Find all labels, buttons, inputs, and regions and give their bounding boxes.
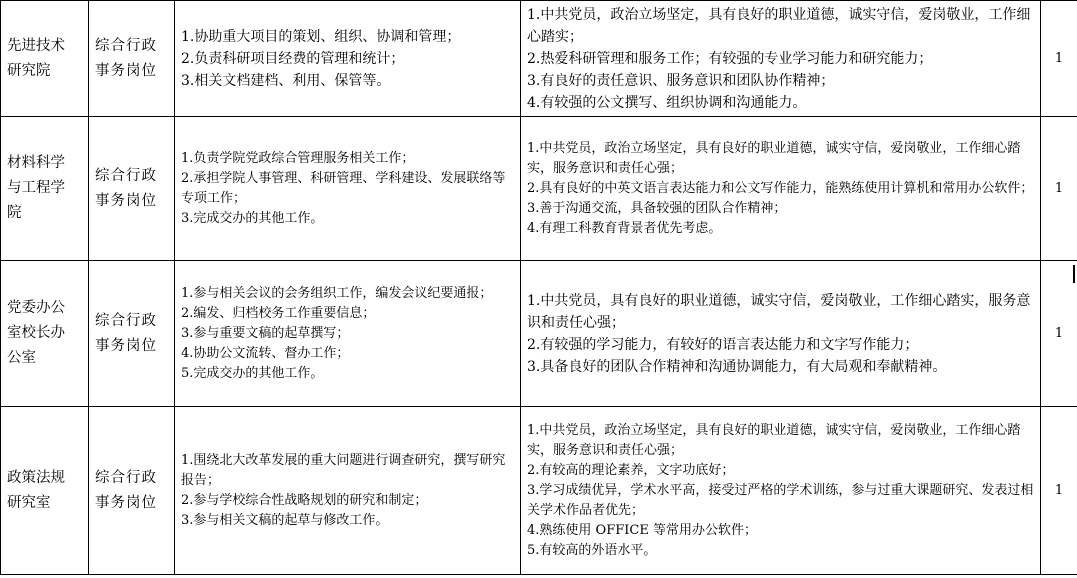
post-cell xyxy=(89,261,175,407)
table-row xyxy=(1,261,1077,407)
unit-name-line: 研究院 xyxy=(7,62,51,79)
duty-item: 2.负责科研项目经费的管理和统计； xyxy=(181,50,405,67)
duty-item: 4.协助公文流转、督办工作； xyxy=(181,345,350,361)
post-name-line: 综合行政 xyxy=(95,469,157,486)
requirements-cell xyxy=(521,1,1041,117)
requirement-item: 1.中共党员，具有良好的职业道德，诚实守信，爱岗敬业，工作细心踏实，服务意识和责任心强； xyxy=(527,292,1031,331)
duties-cell xyxy=(175,407,521,575)
unit-name-line: 材料科学 xyxy=(7,155,65,171)
requirement-item: 4.有较强的公文撰写、组织协调和沟通能力。 xyxy=(527,94,807,111)
unit-name-line: 与工程学 xyxy=(7,180,65,196)
requirement-item: 2.具有良好的中英文语言表达能力和公文写作能力，能熟练使用计算机和常用办公软件； xyxy=(527,180,1034,196)
unit-name-line: 先进技术 xyxy=(7,37,65,54)
requirement-item: 2.有较强的学习能力，有较好的语言表达能力和文字写作能力； xyxy=(527,336,919,353)
unit-name-line: 室校长办 xyxy=(7,325,65,341)
headcount-cell: 1 xyxy=(1041,261,1077,407)
unit-cell xyxy=(1,407,89,575)
unit-name-line: 院 xyxy=(7,205,22,221)
requirements-cell xyxy=(521,117,1041,261)
post-name-line: 综合行政 xyxy=(95,37,157,54)
unit-cell xyxy=(1,261,89,407)
requirement-item: 3.具备良好的团队合作精神和沟通协调能力，有大局观和奉献精神。 xyxy=(527,358,947,375)
requirement-item: 2.有较高的理论素养，文字功底好； xyxy=(527,462,735,478)
post-name-line: 事务岗位 xyxy=(95,494,157,511)
post-name-line: 事务岗位 xyxy=(95,192,157,209)
duty-item: 5.完成交办的其他工作。 xyxy=(181,365,324,381)
requirement-item: 3.善于沟通交流，具备较强的团队合作精神； xyxy=(527,200,787,216)
requirement-item: 3.有良好的责任意识、服务意识和团队协作精神； xyxy=(527,72,835,89)
post-cell xyxy=(89,1,175,117)
duty-item: 1.围绕北大改革发展的重大问题进行调查研究，撰写研究报告； xyxy=(181,452,506,488)
table-row xyxy=(1,1,1077,117)
headcount-cell: 1 xyxy=(1041,407,1077,575)
table-row xyxy=(1,117,1077,261)
requirements-cell xyxy=(521,261,1041,407)
requirements-cell xyxy=(521,407,1041,575)
requirement-item: 4.熟练使用 OFFICE 等常用办公软件； xyxy=(527,522,757,538)
unit-name-line: 研究室 xyxy=(7,494,51,511)
table-row xyxy=(1,407,1077,575)
post-cell xyxy=(89,117,175,261)
post-name-line: 综合行政 xyxy=(95,167,157,184)
duty-item: 2.参与学校综合性战略规划的研究和制定； xyxy=(181,492,428,508)
duty-item: 3.相关文档建档、利用、保管等。 xyxy=(181,72,391,89)
duties-cell xyxy=(175,261,521,407)
headcount-cell: 1 xyxy=(1041,117,1077,261)
unit-cell xyxy=(1,117,89,261)
post-name-line: 综合行政 xyxy=(95,312,157,329)
headcount-cell: 1 xyxy=(1041,1,1077,117)
unit-name-line: 党委办公 xyxy=(7,300,65,316)
requirement-item: 5.有较高的外语水平。 xyxy=(527,542,657,558)
unit-name-line: 公室 xyxy=(7,350,36,366)
unit-cell xyxy=(1,1,89,117)
requirement-item: 3.学习成绩优异，学术水平高，接受过严格的学术训练，参与过重大课题研究、发表过相关学术作品者优先； xyxy=(527,482,1034,518)
duties-cell xyxy=(175,1,521,117)
unit-name-line: 政策法规 xyxy=(7,469,65,486)
duty-item: 1.协助重大项目的策划、组织、协调和管理； xyxy=(181,28,461,45)
duty-item: 3.参与重要文稿的起草撰写； xyxy=(181,325,350,341)
duty-item: 2.编发、归档校务工作重要信息； xyxy=(181,305,376,321)
duty-item: 2.承担学院人事管理、科研管理、学科建设、发展联络等专项工作； xyxy=(181,170,506,206)
duty-item: 1.参与相关会议的会务组织工作，编发会议纪要通报； xyxy=(181,285,493,301)
post-name-line: 事务岗位 xyxy=(95,62,157,79)
duty-item: 1.负责学院党政综合管理服务相关工作； xyxy=(181,150,415,166)
requirement-item: 2.热爱科研管理和服务工作；有较强的专业学习能力和研究能力； xyxy=(527,50,933,67)
text-cursor-mark xyxy=(1073,265,1075,283)
duty-item: 3.完成交办的其他工作。 xyxy=(181,210,324,226)
requirement-item: 4.有理工科教育背景者优先考虑。 xyxy=(527,220,722,236)
requirement-item: 1.中共党员，政治立场坚定，具有良好的职业道德，诚实守信，爱岗敬业，工作细心踏实，服务意识和责任心强； xyxy=(527,140,1021,176)
post-name-line: 事务岗位 xyxy=(95,337,157,354)
post-cell xyxy=(89,407,175,575)
duties-cell xyxy=(175,117,521,261)
requirement-item: 1.中共党员，政治立场坚定，具有良好的职业道德，诚实守信，爱岗敬业，工作细心踏实； xyxy=(527,6,1031,45)
duty-item: 3.参与相关文稿的起草与修改工作。 xyxy=(181,512,389,528)
requirement-item: 1.中共党员，政治立场坚定，具有良好的职业道德，诚实守信，爱岗敬业，工作细心踏实，服务意识和责任心强； xyxy=(527,422,1021,458)
